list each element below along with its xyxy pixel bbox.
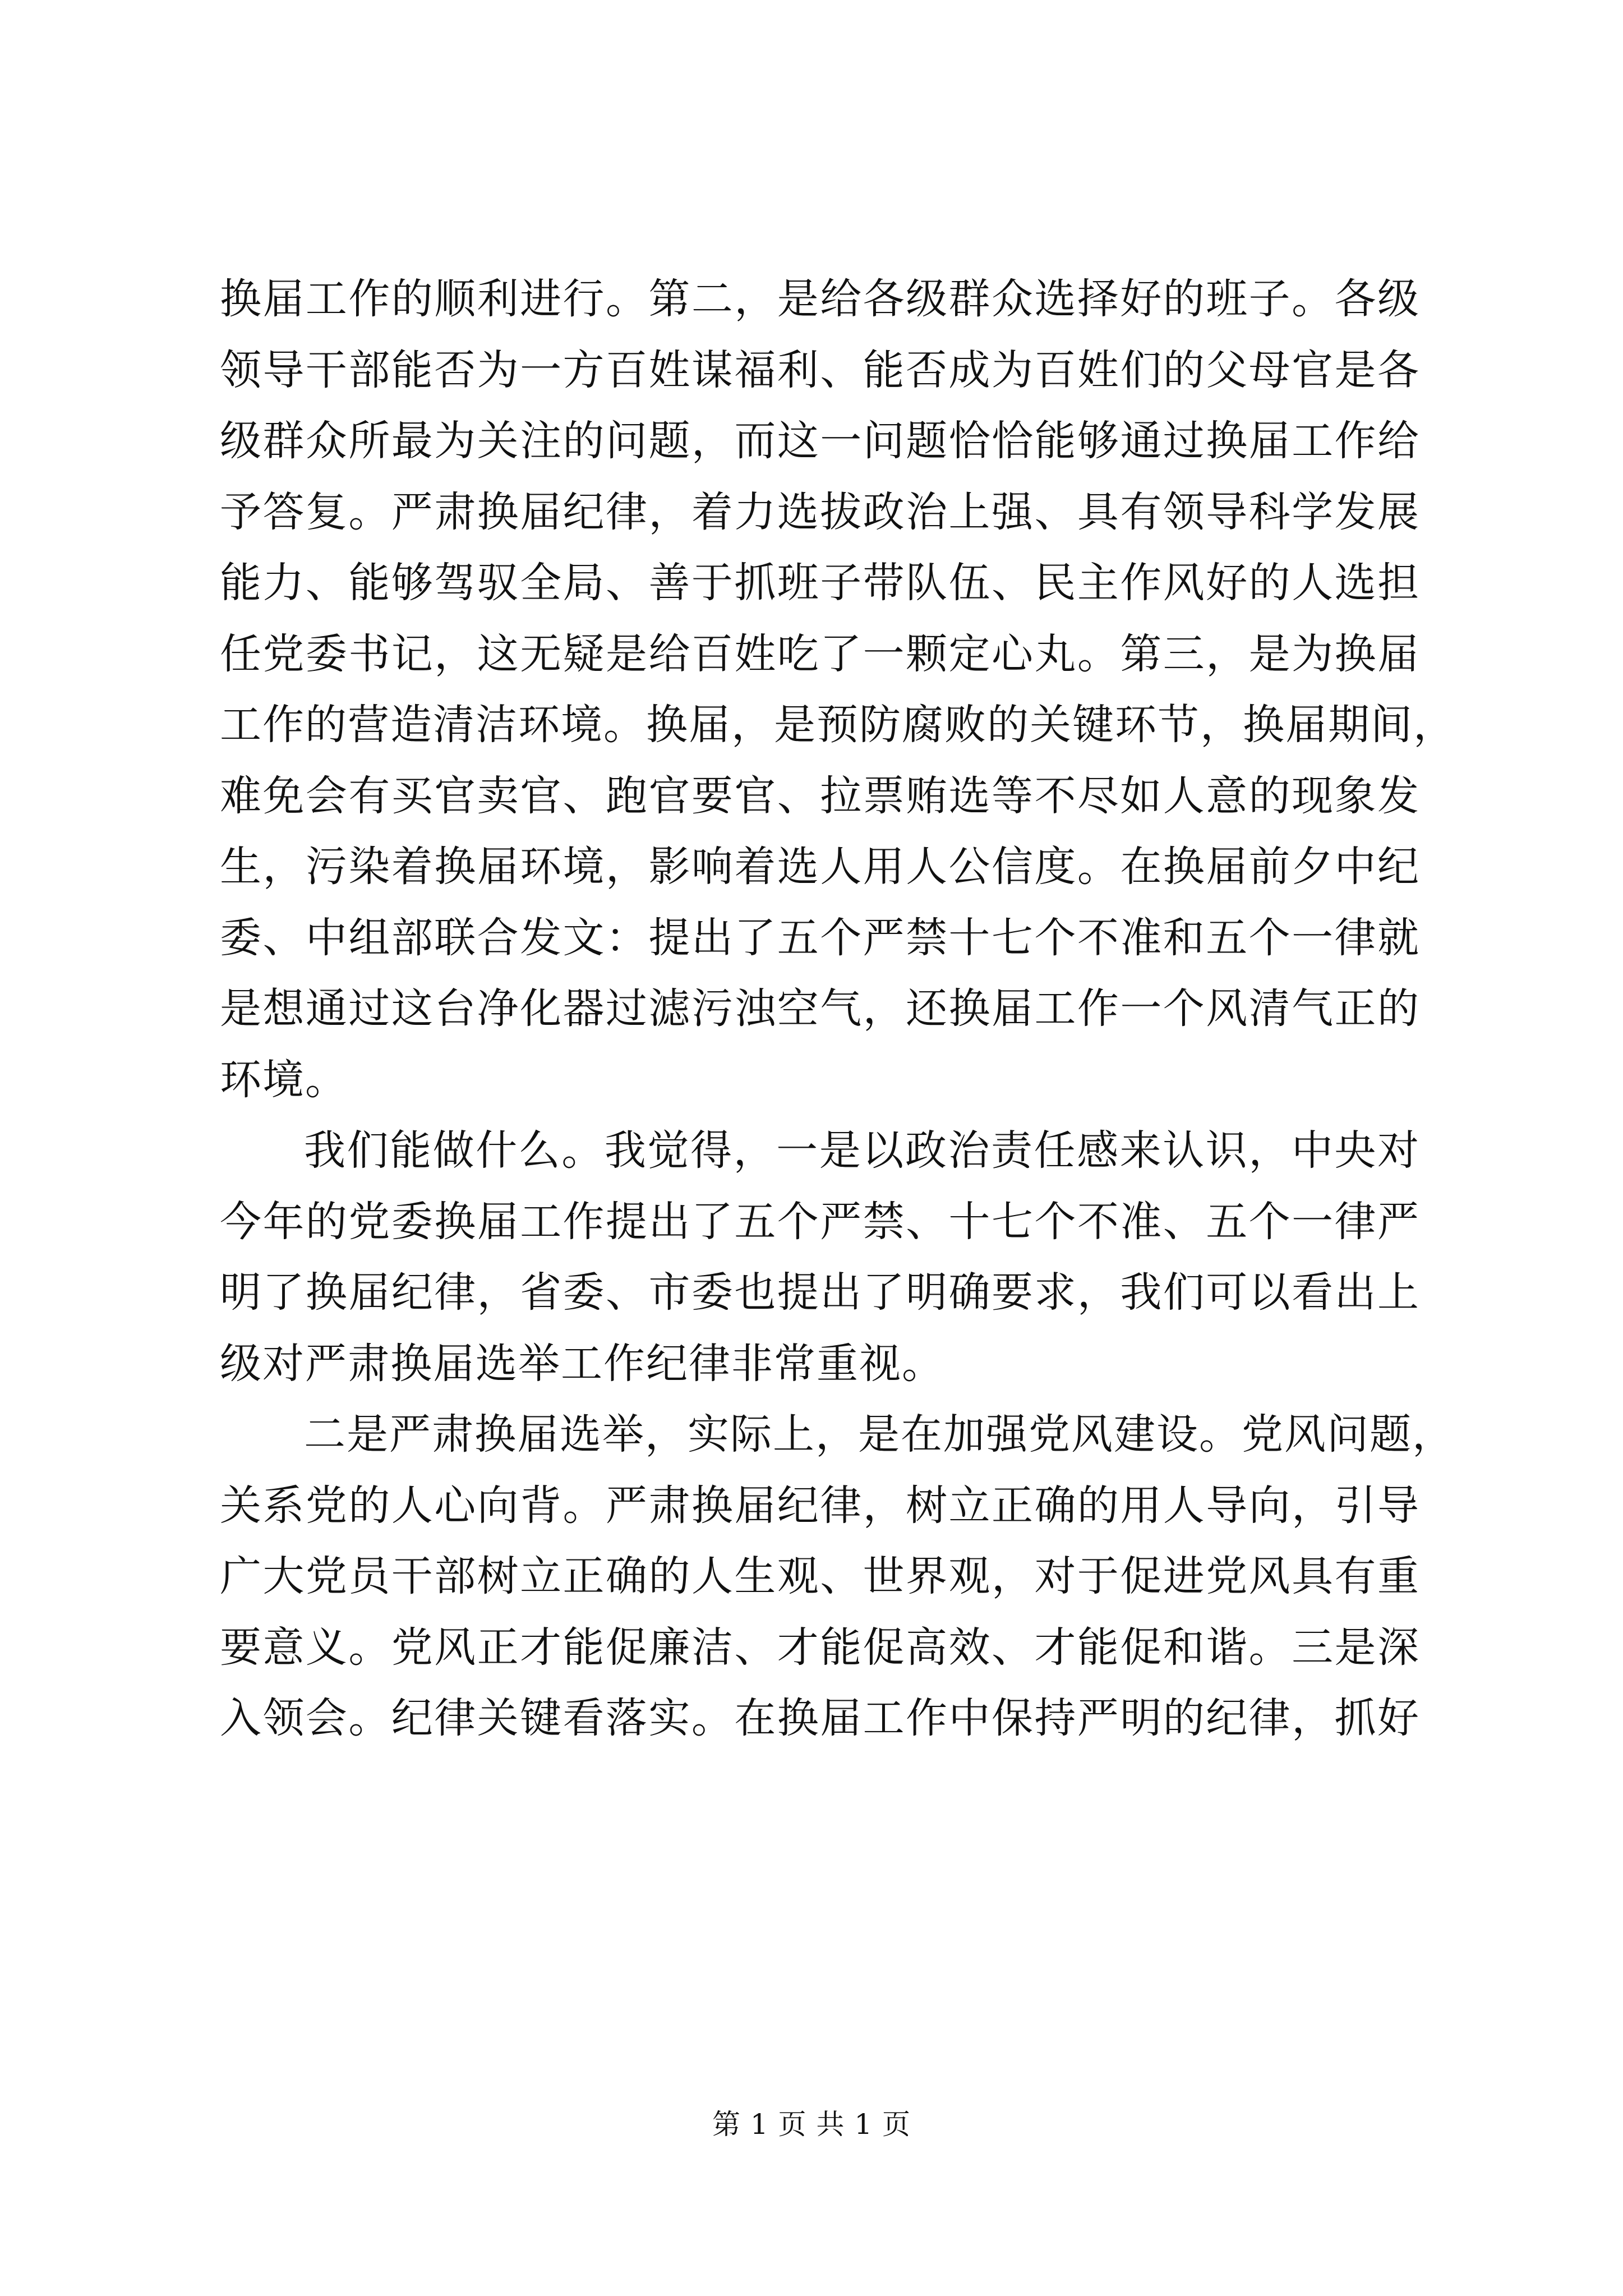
paragraph-start-line: 我们能做什么。我觉得，一是以政治责任感来认识，中央对 [304,1126,1420,1175]
text-line: 予答复。严肃换届纪律，着力选拔政治上强、具有领导科学发展 [220,487,1420,536]
text-line: 明了换届纪律，省委、市委也提出了明确要求，我们可以看出上 [220,1268,1420,1317]
text-line: 能力、能够驾驭全局、善于抓班子带队伍、民主作风好的人选担 [220,559,1420,607]
page-number-footer: 第 1 页 共 1 页 [712,2108,911,2141]
text-line: 委、中组部联合发文：提出了五个严禁十七个不准和五个一律就 [220,913,1420,962]
text-line: 领导干部能否为一方百姓谋福利、能否成为百姓们的父母官是各 [220,346,1420,394]
text-line: 级对严肃换届选举工作纪律非常重视。 [220,1339,944,1388]
text-line: 生，污染着换届环境，影响着选人用人公信度。在换届前夕中纪 [220,843,1420,891]
text-line: 要意义。党风正才能促廉洁、才能促高效、才能促和谐。三是深 [220,1623,1420,1672]
text-line: 级群众所最为关注的问题，而这一问题恰恰能够通过换届工作给 [220,417,1420,465]
document-body [220,264,1456,1754]
text-line: 环境。 [220,1055,348,1104]
text-line: 入领会。纪律关键看落实。在换届工作中保持严明的纪律，抓好 [220,1694,1420,1742]
text-line: 关系党的人心向背。严肃换届纪律，树立正确的用人导向，引导 [220,1481,1420,1530]
text-line: 换届工作的顺利进行。第二，是给各级群众选择好的班子。各级 [220,275,1420,323]
text-line: 难免会有买官卖官、跑官要官、拉票贿选等不尽如人意的现象发 [220,771,1420,820]
text-line: 是想通过这台净化器过滤污浊空气，还换届工作一个风清气正的 [220,984,1420,1033]
text-line: 广大党员干部树立正确的人生观、世界观，对于促进党风具有重 [220,1552,1420,1600]
text-line: 任党委书记，这无疑是给百姓吃了一颗定心丸。第三，是为换届 [220,629,1420,678]
text-line: 今年的党委换届工作提出了五个严禁、十七个不准、五个一律严 [220,1197,1420,1246]
text-line: 工作的营造清洁环境。换届，是预防腐败的关键环节，换届期间， [220,701,1456,749]
paragraph-start-line: 二是严肃换届选举，实际上，是在加强党风建设。党风问题， [304,1410,1455,1458]
